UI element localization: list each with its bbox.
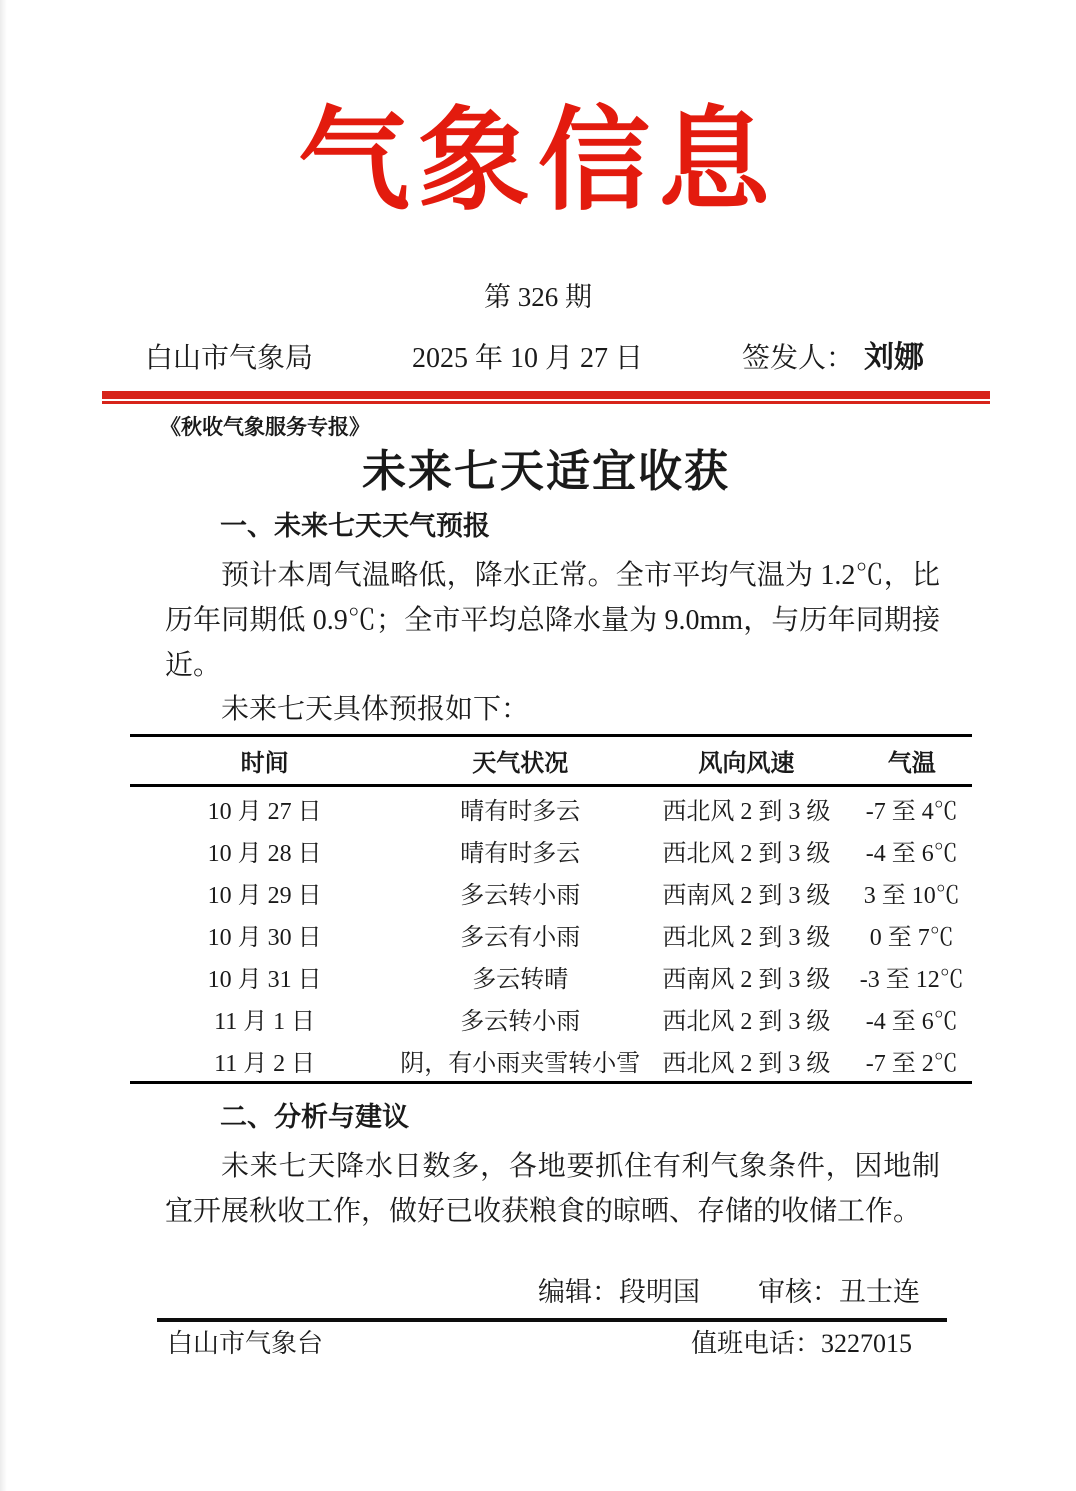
table-lead-in: 未来七天具体预报如下： [221, 694, 530, 725]
forecast-cell: 10 月 28 日 [207, 840, 322, 867]
reviewer-name: 丑士连 [839, 1277, 920, 1307]
forecast-cell: 10 月 29 日 [207, 882, 322, 909]
section1-paragraph: 预计本周气温略低，降水正常。全市平均气温为 1.2℃，比历年同期低 0.9℃；全市平均总降水量为 9.0mm，与历年同期接近。 [165, 560, 940, 681]
duty-phone [691, 1326, 912, 1362]
section2-heading: 二、分析与建议 [220, 1102, 409, 1132]
forecast-cell: 多云有小雨 [460, 924, 581, 951]
forecast-column-header: 时间 [130, 736, 399, 786]
forecast-row [130, 955, 972, 997]
forecast-table-header-row [130, 736, 972, 786]
issuer-label: 签发人： [741, 343, 854, 374]
footer-divider [157, 1318, 947, 1322]
forecast-row [130, 997, 972, 1039]
editor-group [538, 1277, 700, 1307]
forecast-cell: 多云转晴 [472, 966, 569, 993]
forecast-column-header: 气温 [852, 736, 972, 786]
forecast-cell: 西南风 2 到 3 级 [662, 966, 831, 993]
forecast-cell: 西北风 2 到 3 级 [662, 1008, 831, 1035]
forecast-cell: 西北风 2 到 3 级 [662, 840, 831, 867]
issuer-name: 刘娜 [863, 341, 924, 374]
forecast-cell: -7 至 2℃ [865, 1050, 958, 1077]
forecast-cell: 多云转小雨 [460, 1008, 581, 1035]
forecast-row [130, 913, 972, 955]
red-divider-thick-line [102, 391, 990, 399]
forecast-cell: 11 月 1 日 [214, 1008, 316, 1035]
issuer [742, 338, 924, 379]
forecast-cell: 晴有时多云 [460, 840, 581, 867]
forecast-cell: 阴，有小雨夹雪转小雪 [400, 1050, 641, 1077]
agency-name: 白山市气象局 [145, 343, 314, 374]
forecast-row [130, 829, 972, 871]
forecast-cell: 西北风 2 到 3 级 [662, 924, 831, 951]
masthead-title: 气象信息 [298, 95, 778, 226]
forecast-cell: 0 至 7℃ [869, 924, 954, 951]
editor-name: 段明国 [619, 1277, 700, 1307]
content-column [102, 338, 990, 1362]
editors-line [102, 1274, 990, 1310]
document-header-row [102, 338, 990, 379]
forecast-cell: 3 至 10℃ [863, 882, 960, 909]
forecast-cell: 西北风 2 到 3 级 [662, 1050, 831, 1077]
red-divider-thin-line [102, 401, 990, 404]
footer-row [102, 1326, 990, 1362]
report-series-tag: 《秋收气象服务专报》 [160, 415, 370, 439]
forecast-cell: 晴有时多云 [460, 798, 581, 825]
forecast-column-header: 风向风速 [641, 736, 851, 786]
forecast-row [130, 1039, 972, 1083]
red-divider [102, 391, 990, 404]
forecast-cell: -7 至 4℃ [865, 798, 958, 825]
forecast-cell: 10 月 31 日 [207, 966, 322, 993]
forecast-row [130, 871, 972, 913]
issue-date: 2025 年 10 月 27 日 [411, 343, 643, 374]
duty-phone-number: 3227015 [821, 1329, 912, 1358]
reviewer-group [758, 1277, 920, 1307]
forecast-cell: 西北风 2 到 3 级 [662, 798, 831, 825]
forecast-cell: 西南风 2 到 3 级 [662, 882, 831, 909]
issue-number: 第 326 期 [484, 282, 592, 312]
section2-paragraph: 未来七天降水日数多，各地要抓住有利气象条件，因地制宜开展秋收工作，做好已收获粮食的晾晒、存储的收储工作。 [165, 1151, 940, 1227]
forecast-cell: -4 至 6℃ [865, 840, 958, 867]
duty-phone-label: 值班电话： [690, 1329, 821, 1358]
editor-label: 编辑： [538, 1277, 619, 1307]
forecast-cell: -4 至 6℃ [865, 1008, 958, 1035]
forecast-cell: 多云转小雨 [460, 882, 581, 909]
reviewer-label: 审核： [758, 1277, 839, 1307]
forecast-cell: -3 至 12℃ [859, 966, 964, 993]
forecast-row [130, 786, 972, 830]
forecast-cell: 10 月 27 日 [207, 798, 322, 825]
forecast-table [130, 734, 972, 1084]
forecast-cell: 11 月 2 日 [214, 1050, 316, 1077]
station-name: 白山市气象台 [167, 1329, 324, 1358]
report-title: 未来七天适宜收获 [362, 447, 730, 496]
forecast-column-header: 天气状况 [399, 736, 641, 786]
forecast-cell: 10 月 30 日 [207, 924, 322, 951]
section1-heading: 一、未来七天天气预报 [220, 511, 490, 541]
forecast-table-body [130, 786, 972, 1083]
